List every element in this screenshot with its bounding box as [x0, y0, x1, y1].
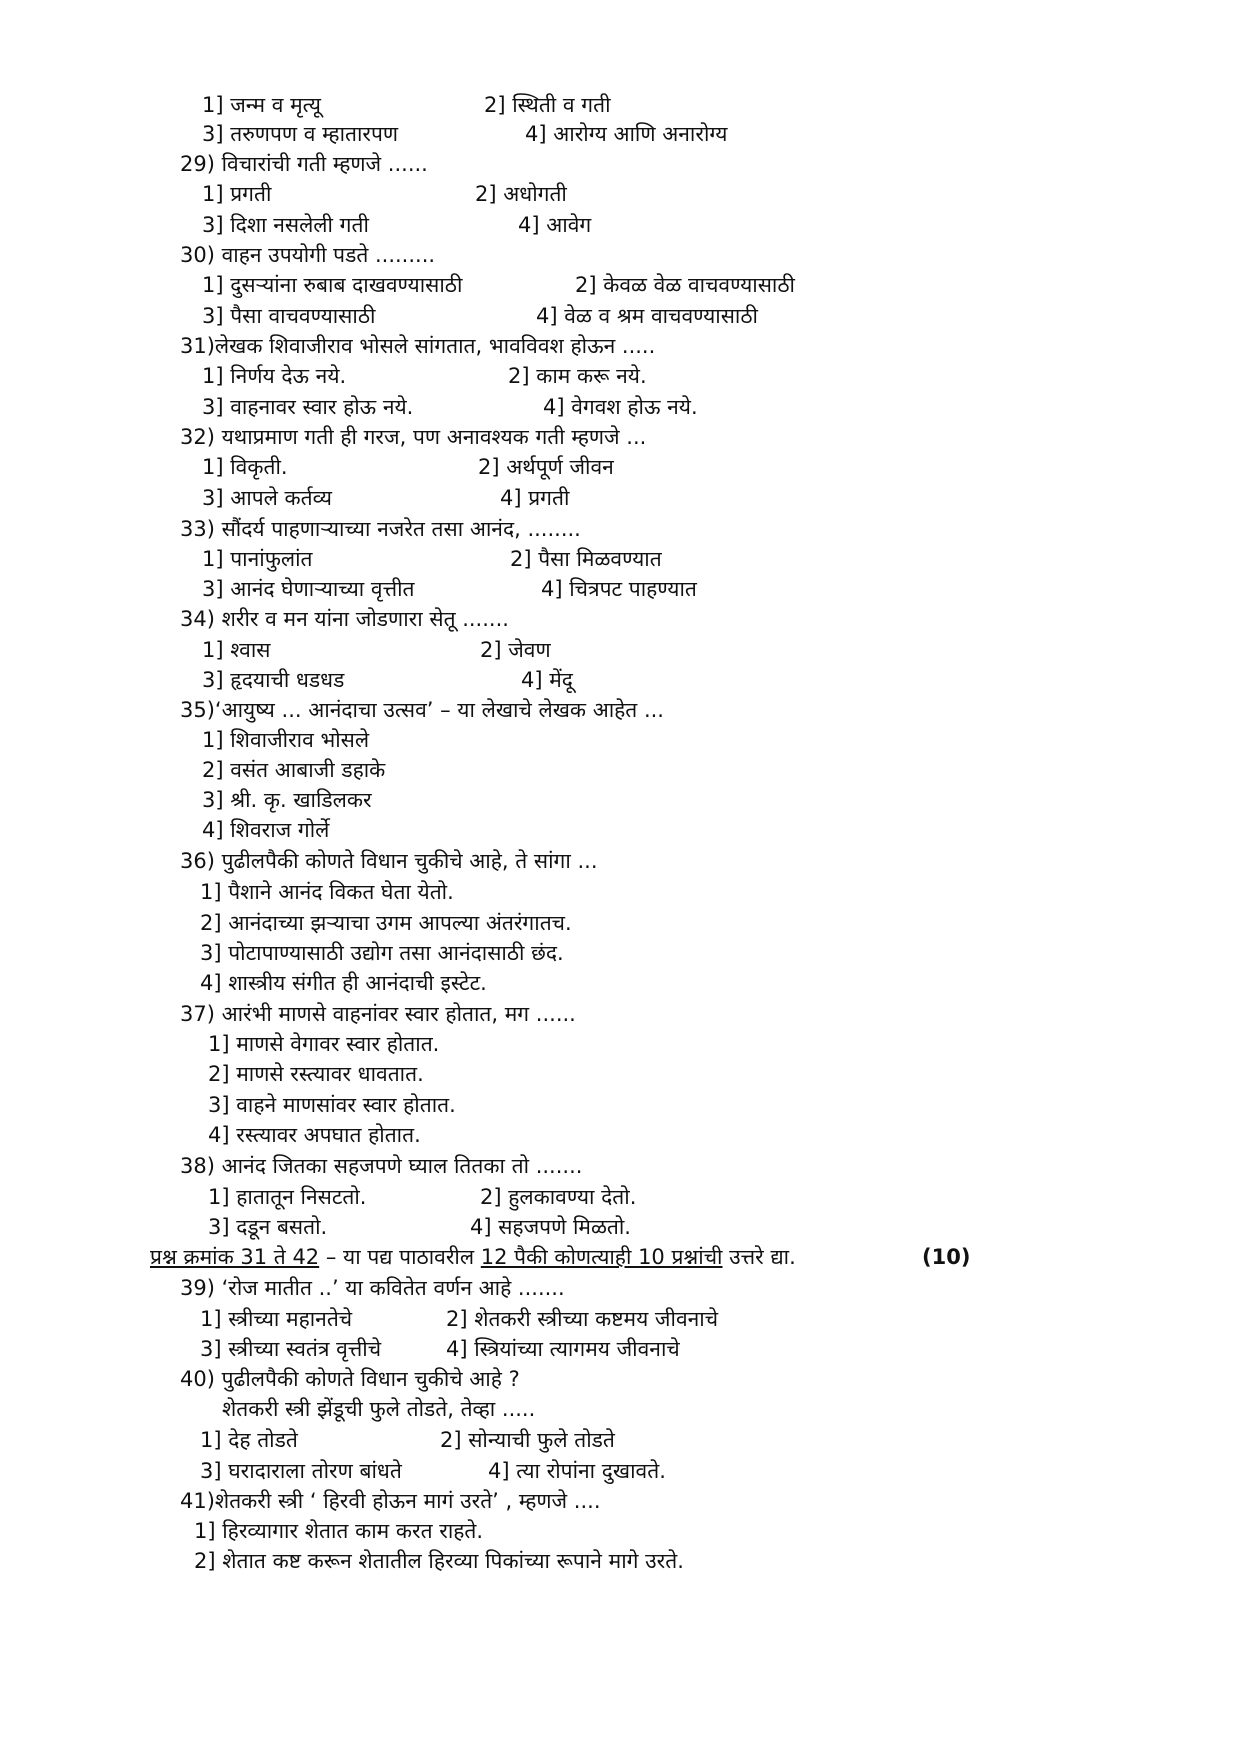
- q30-question: 30) वाहन उपयोगी पडते .........: [180, 243, 436, 267]
- section-choice: 12 पैकी कोणत्याही 10 प्रश्नांची: [480, 1245, 723, 1269]
- section-text-end: उत्तरे द्या.: [722, 1245, 796, 1269]
- q29-option-2: 2] अधोगती: [475, 182, 567, 206]
- q39-question: 39) ‘रोज मातीत ..’ या कवितेत वर्णन आहे .......: [180, 1276, 565, 1300]
- q31-option-3: 3] वाहनावर स्वार होऊ नये.: [202, 395, 414, 419]
- q28-option-1: 1] जन्म व मृत्यू: [202, 93, 321, 117]
- q39-option-3: 3] स्त्रीच्या स्वतंत्र वृत्तीचे: [200, 1337, 382, 1361]
- q31-option-4: 4] वेगवश होऊ नये.: [543, 395, 698, 419]
- q34-option-1: 1] श्वास: [202, 638, 271, 662]
- q31-option-2: 2] काम करू नये.: [508, 364, 647, 388]
- q32-option-4: 4] प्रगती: [500, 486, 570, 510]
- q29-option-3: 3] दिशा नसलेली गती: [202, 213, 369, 237]
- q40-option-3: 3] घरादाराला तोरण बांधते: [200, 1459, 402, 1483]
- q36-question: 36) पुढीलपैकी कोणते विधान चुकीचे आहे, ते सांगा ...: [180, 849, 598, 873]
- q34-option-4: 4] मेंदू: [521, 668, 573, 692]
- q35-option-4: 4] शिवराज गोर्ले: [202, 818, 330, 842]
- q40-option-1: 1] देह तोडते: [200, 1428, 298, 1452]
- q33-option-3: 3] आनंद घेणाऱ्याच्या वृत्तीत: [202, 577, 415, 601]
- q40-question: 40) पुढीलपैकी कोणते विधान चुकीचे आहे ?: [180, 1367, 520, 1391]
- q31-option-1: 1] निर्णय देऊ नये.: [202, 364, 347, 388]
- q29-option-1: 1] प्रगती: [202, 182, 272, 206]
- q38-option-2: 2] हुलकावण्या देतो.: [480, 1185, 637, 1209]
- q37-question: 37) आरंभी माणसे वाहनांवर स्वार होतात, मग ......: [180, 1002, 576, 1026]
- q29-question: 29) विचारांची गती म्हणजे ......: [180, 152, 428, 176]
- q40-option-4: 4] त्या रोपांना दुखावते.: [488, 1459, 666, 1483]
- section-range: प्रश्न क्रमांक 31 ते 42: [150, 1245, 320, 1269]
- q36-option-1: 1] पैशाने आनंद विकत घेता येतो.: [200, 880, 454, 904]
- q28-option-3: 3] तरुणपण व म्हातारपण: [202, 122, 399, 146]
- q38-option-1: 1] हातातून निसटतो.: [208, 1185, 367, 1209]
- q33-option-2: 2] पैसा मिळवण्यात: [510, 547, 662, 571]
- q28-option-2: 2] स्थिती व गती: [484, 93, 611, 117]
- q33-option-1: 1] पानांफुलांत: [202, 547, 313, 571]
- q41-question: 41)शेतकरी स्त्री ‘ हिरवी होऊन मागं उरते’ , म्हणजे ....: [180, 1489, 601, 1513]
- q30-option-4: 4] वेळ व श्रम वाचवण्यासाठी: [536, 304, 758, 328]
- section-marks: (10): [922, 1245, 971, 1269]
- q39-option-2: 2] शेतकरी स्त्रीच्या कष्टमय जीवनाचे: [446, 1307, 719, 1331]
- q32-option-2: 2] अर्थपूर्ण जीवन: [478, 455, 614, 479]
- q38-option-4: 4] सहजपणे मिळतो.: [470, 1215, 631, 1239]
- q37-option-1: 1] माणसे वेगावर स्वार होतात.: [208, 1032, 440, 1056]
- q39-option-1: 1] स्त्रीच्या महानतेचे: [200, 1307, 353, 1331]
- q28-option-4: 4] आरोग्य आणि अनारोग्य: [525, 122, 728, 146]
- q32-option-3: 3] आपले कर्तव्य: [202, 486, 332, 510]
- q38-question: 38) आनंद जितका सहजपणे घ्याल तितका तो .......: [180, 1154, 583, 1178]
- q41-option-2: 2] शेतात कष्ट करून शेतातील हिरव्या पिकांच्या रूपाने मागे उरते.: [194, 1549, 684, 1573]
- q40-option-2: 2] सोन्याची फुले तोडते: [440, 1428, 615, 1452]
- q29-option-4: 4] आवेग: [518, 213, 592, 237]
- section-text: – या पद्य पाठावरील: [319, 1245, 481, 1269]
- q31-question: 31)लेखक शिवाजीराव भोसले सांगतात, भावविवश होऊन .....: [180, 334, 656, 358]
- q40-subline: शेतकरी स्त्री झेंडूची फुले तोडते, तेव्हा .....: [222, 1397, 536, 1421]
- q34-question: 34) शरीर व मन यांना जोडणारा सेतू .......: [180, 607, 509, 631]
- q37-option-2: 2] माणसे रस्त्यावर धावतात.: [208, 1062, 424, 1086]
- q30-option-3: 3] पैसा वाचवण्यासाठी: [202, 304, 376, 328]
- q35-question: 35)‘आयुष्य ... आनंदाचा उत्सव’ – या लेखाचे लेखक आहेत ...: [180, 698, 664, 722]
- q37-option-3: 3] वाहने माणसांवर स्वार होतात.: [208, 1093, 456, 1117]
- section-instruction: [150, 1244, 796, 1270]
- q36-option-4: 4] शास्त्रीय संगीत ही आनंदाची इस्टेट.: [200, 971, 487, 995]
- q34-option-3: 3] हृदयाची धडधड: [202, 668, 345, 692]
- q32-question: 32) यथाप्रमाण गती ही गरज, पण अनावश्यक गती म्हणजे ...: [180, 425, 647, 449]
- q38-option-3: 3] दडून बसतो.: [208, 1215, 328, 1239]
- q32-option-1: 1] विकृती.: [202, 455, 288, 479]
- q34-option-2: 2] जेवण: [480, 638, 551, 662]
- q37-option-4: 4] रस्त्यावर अपघात होतात.: [208, 1123, 421, 1147]
- q36-option-3: 3] पोटापाण्यासाठी उद्योग तसा आनंदासाठी छंद.: [200, 941, 564, 965]
- q30-option-1: 1] दुसऱ्यांना रुबाब दाखवण्यासाठी: [202, 273, 463, 297]
- q39-option-4: 4] स्त्रियांच्या त्यागमय जीवनाचे: [446, 1337, 680, 1361]
- q30-option-2: 2] केवळ वेळ वाचवण्यासाठी: [575, 273, 795, 297]
- q41-option-1: 1] हिरव्यागार शेतात काम करत राहते.: [194, 1519, 484, 1543]
- q35-option-3: 3] श्री. कृ. खाडिलकर: [202, 788, 372, 812]
- q33-question: 33) सौंदर्य पाहणाऱ्याच्या नजरेत तसा आनंद, ........: [180, 517, 581, 541]
- q35-option-1: 1] शिवाजीराव भोसले: [202, 728, 370, 752]
- q36-option-2: 2] आनंदाच्या झऱ्याचा उगम आपल्या अंतरंगातच.: [200, 911, 572, 935]
- q35-option-2: 2] वसंत आबाजी डहाके: [202, 758, 386, 782]
- q33-option-4: 4] चित्रपट पाहण्यात: [541, 577, 697, 601]
